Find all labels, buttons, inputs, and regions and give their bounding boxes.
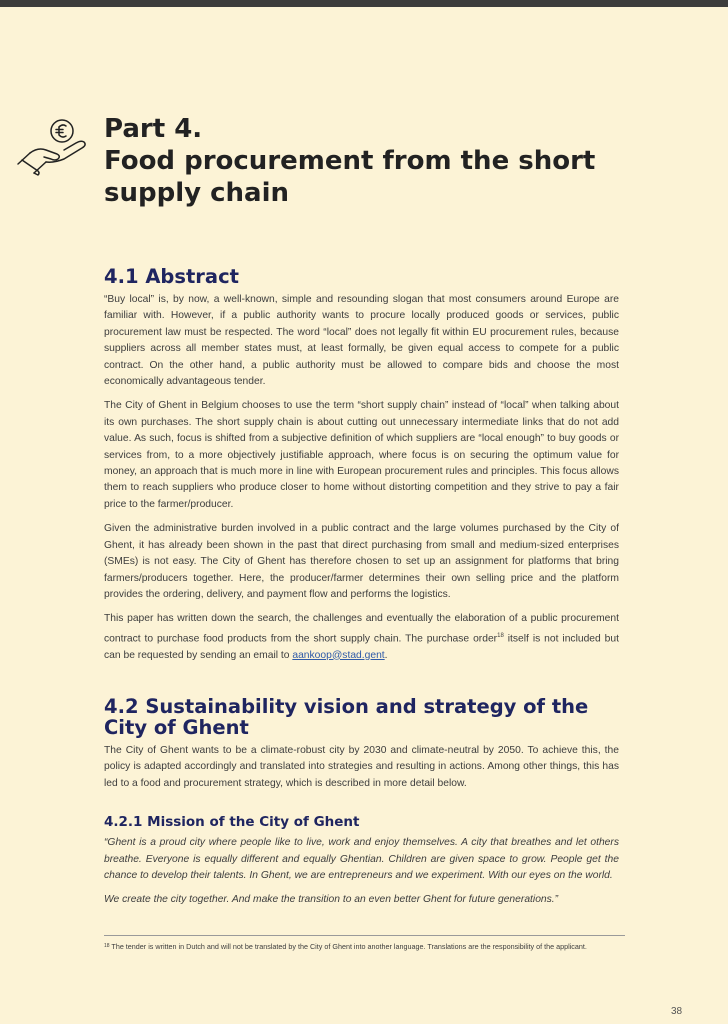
email-link[interactable]: aankoop@stad.gent <box>292 649 385 661</box>
paragraph: Given the administrative burden involved in a public contract and the large volumes purchased by the City of Ghent, it has already been shown in the past that direct purchasing from small and medium-sized enterprises (SMEs) is not easy. The City of Ghent has therefore chosen to set up an assignment for platforms that bring farmers/producers together. Here, the producer/farmer determines their own selling price and the platform provides the ordering, delivery, and payment flow and performs the logistics. <box>104 523 619 600</box>
quote-paragraph: “Ghent is a proud city where people like to live, work and enjoy themselves. A city that breathes and let others breathe. Everyone is equally different and equally Ghentian. Children are given space to grow. People get the chance to develop their talents. In Ghent, we are entrepreneurs and we experiment. With our eyes on the world. <box>104 837 619 881</box>
quote-paragraph: We create the city together. And make the transition to an even better Ghent for future generations.” <box>104 894 559 906</box>
section-heading-abstract: 4.1 Abstract <box>104 265 239 288</box>
paragraph: “Buy local” is, by now, a well-known, simple and resounding slogan that most consumers around Europe are familiar with. However, if a public authority wants to procure locally produced goods or services, public procurement law must be respected. The word “local” does not legally fit within EU procurement rules, because suppliers across all member states must, at least formally, be given equal access to compete for a public contract. On the other hand, a public authority must be allowed to compare bids and choose the most economically advantageous tender. <box>104 294 619 388</box>
subsection-heading-mission: 4.2.1 Mission of the City of Ghent <box>104 814 360 831</box>
paragraph-text: . <box>384 649 388 661</box>
footnote-reference: 18 <box>497 632 504 639</box>
page-content <box>104 266 619 917</box>
footnote-text: The tender is written in Dutch and will not be translated by the City of Ghent into another language. Translations are the responsibility of the applicant. <box>109 942 587 951</box>
footnote <box>104 941 625 952</box>
hand-holding-euro-icon <box>14 113 98 193</box>
part-title-line: Part 4. <box>104 114 203 144</box>
paragraph-text: itself is not included but can be requested by sending an email to <box>104 633 619 661</box>
section-heading-sustainability: 4.2 Sustainability vision and strategy of the City of Ghent <box>104 694 589 739</box>
footnote-number: 18 <box>104 943 110 949</box>
paragraph: The City of Ghent in Belgium chooses to use the term “short supply chain” instead of “local” when talking about its own purchases. The short supply chain is about cutting out unnecessary intermediate links that do not add value. As such, focus is shifted from a subjective definition of which suppliers are “local enough” to buy goods or services from, to a more objectively justifiable approach, where focus is on securing the optimum value for money, an approach that is much more in line with European procurement rules and principles. This focus allows them to reach suppliers who produce closer to home without distorting competition and they strive to pay a fair price to the farmer/producer. <box>104 400 619 510</box>
part-title <box>104 113 664 209</box>
paragraph-text: This paper has written down the search, the challenges and eventually the elaboration of a public procurement contract to purchase food products from the short supply chain. The purchase order <box>104 613 619 645</box>
top-bar <box>0 0 728 7</box>
part-title-line: supply chain <box>104 178 290 208</box>
paragraph <box>104 611 619 664</box>
footnote-divider <box>104 935 625 936</box>
page-number: 38 <box>671 1006 683 1017</box>
part-title-line: Food procurement from the short <box>104 146 596 176</box>
paragraph: The City of Ghent wants to be a climate-robust city by 2030 and climate-neutral by 2050. To achieve this, the policy is adapted accordingly and translated into strategies and resulting in actions. Among other things, this has led to a food and procurement strategy, which is described in more detail below. <box>104 744 619 789</box>
